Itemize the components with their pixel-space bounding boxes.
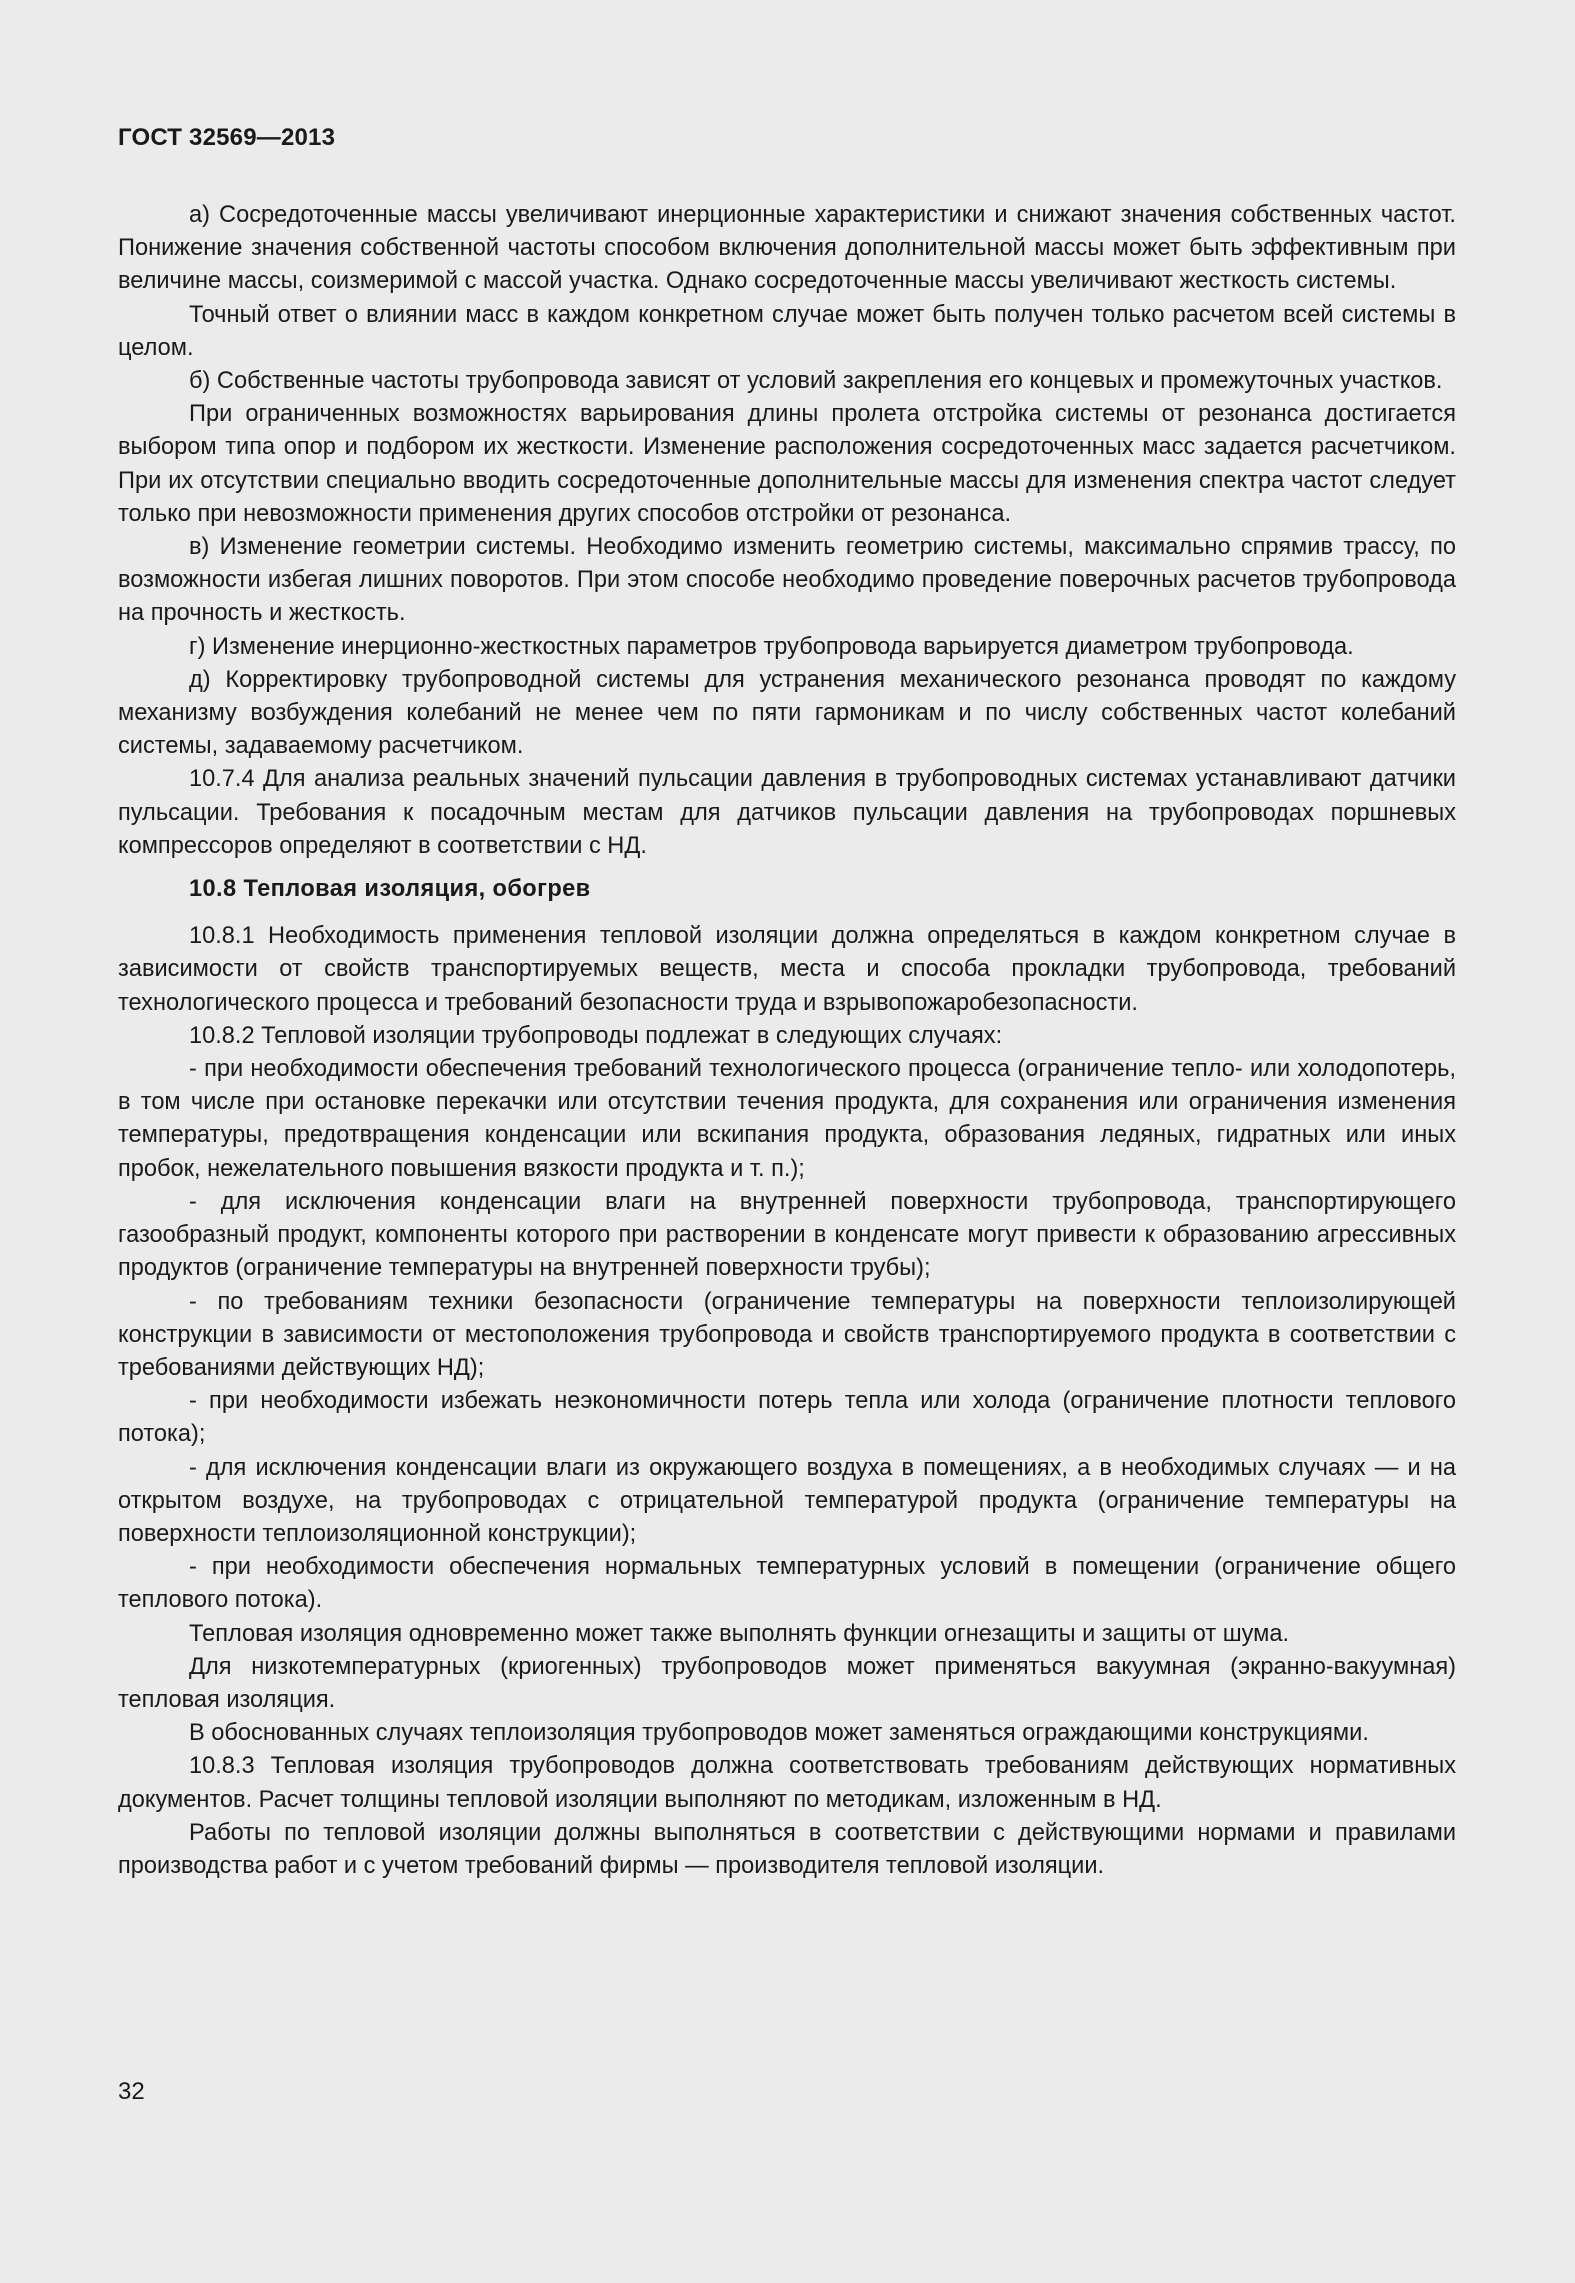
document-header: ГОСТ 32569—2013 xyxy=(118,124,336,151)
paragraph: в) Изменение геометрии системы. Необходимо изменить геометрию системы, максимально спрямив трассу, по возможности избегая лишних поворотов. При этом способе необходимо проведение поверочных расчетов трубопровода на прочность и жесткость. xyxy=(118,534,1456,627)
paragraph: а) Сосредоточенные массы увеличивают инерционные характеристики и снижают значения собственных частот. Понижение значения собственной частоты способом включения дополнительной массы может быть эффективным при величине массы, соизмеримой с массой участка. Однако сосредоточенные массы увеличивают жесткость системы. xyxy=(118,202,1456,295)
paragraph: Работы по тепловой изоляции должны выполняться в соответствии с действующими нормами и правилами производства работ и с учетом требований фирмы — производителя тепловой изоляции. xyxy=(118,1819,1456,1879)
paragraph: г) Изменение инерционно-жесткостных параметров трубопровода варьируется диаметром трубопровода. xyxy=(189,633,1354,660)
document-body xyxy=(118,199,1456,1883)
list-item: - при необходимости избежать неэкономичности потерь тепла или холода (ограничение плотности теплового потока); xyxy=(118,1388,1456,1448)
paragraph: д) Корректировку трубопроводной системы для устранения механического резонанса проводят по каждому механизму возбуждения колебаний не менее чем по пяти гармоникам и по числу собственных частот колебаний системы, задаваемому расчетчиком. xyxy=(118,666,1456,760)
page-number: 32 xyxy=(118,2078,145,2105)
list-item: - для исключения конденсации влаги из окружающего воздуха в помещениях, а в необходимых случаях — и на открытом воздухе, на трубопроводах с отрицательной температурой продукта (ограничение температуры на поверхности теплоизоляционной конструкции); xyxy=(118,1454,1456,1547)
paragraph: 10.8.3 Тепловая изоляция трубопроводов должна соответствовать требованиям действующих нормативных документов. Расчет толщины тепловой изоляции выполняют по методикам, изложенным в НД. xyxy=(118,1753,1456,1813)
list-item: - для исключения конденсации влаги на внутренней поверхности трубопровода, транспортирующего газообразный продукт, компоненты которого при растворении в конденсате могут привести к образованию агрессивных продуктов (ограничение температуры на внутренней поверхности трубы); xyxy=(118,1188,1456,1282)
paragraph: 10.8.2 Тепловой изоляции трубопроводы подлежат в следующих случаях: xyxy=(189,1022,1003,1049)
paragraph: При ограниченных возможностях варьирования длины пролета отстройка системы от резонанса достигается выбором типа опор и подбором их жесткости. Изменение расположения сосредоточенных масс задается расчетчиком. При их отсутствии специально вводить сосредоточенные дополнительные массы для изменения спектра частот следует только при невозможности применения других способов отстройки от резонанса. xyxy=(118,401,1456,527)
paragraph: Точный ответ о влиянии масс в каждом конкретном случае может быть получен только расчетом всей системы в целом. xyxy=(118,301,1456,361)
paragraph: б) Собственные частоты трубопровода зависят от условий закрепления его концевых и промежуточных участков. xyxy=(189,368,1443,395)
paragraph: В обоснованных случаях теплоизоляция трубопроводов может заменяться ограждающими конструкциями. xyxy=(189,1720,1369,1747)
paragraph: 10.7.4 Для анализа реальных значений пульсации давления в трубопроводных системах устанавливают датчики пульсации. Требования к посадочным местам для датчиков пульсации давления на трубопроводах поршневых компрессоров определяют в соответствии с НД. xyxy=(118,766,1456,859)
paragraph: Для низкотемпературных (криогенных) трубопроводов может применяться вакуумная (экранно-вакуумная) тепловая изоляция. xyxy=(118,1653,1456,1713)
section-heading: 10.8 Тепловая изоляция, обогрев xyxy=(189,876,591,903)
paragraph: 10.8.1 Необходимость применения тепловой изоляции должна определяться в каждом конкретном случае в зависимости от свойств транспортируемых веществ, места и способа прокладки трубопровода, требований технологического процесса и требований безопасности труда и взрывопожаробезопасности. xyxy=(118,923,1456,1016)
list-item: - по требованиям техники безопасности (ограничение температуры на поверхности теплоизолирующей конструкции в зависимости от местоположения трубопровода и свойств транспортируемого продукта в соответствии с требованиями действующих НД); xyxy=(118,1288,1456,1381)
list-item: - при необходимости обеспечения требований технологического процесса (ограничение тепло- или холодопотерь, в том числе при остановке перекачки или отсутствии течения продукта, для сохранения или ограничения изменения температуры, предотвращения конденсации или вскипания продукта, образования ледяных, гидратных или иных пробок, нежелательного повышения вязкости продукта и т. п.); xyxy=(118,1056,1456,1182)
list-item: - при необходимости обеспечения нормальных температурных условий в помещении (ограничение общего теплового потока). xyxy=(118,1554,1456,1614)
paragraph: Тепловая изоляция одновременно может также выполнять функции огнезащиты и защиты от шума. xyxy=(189,1620,1290,1647)
